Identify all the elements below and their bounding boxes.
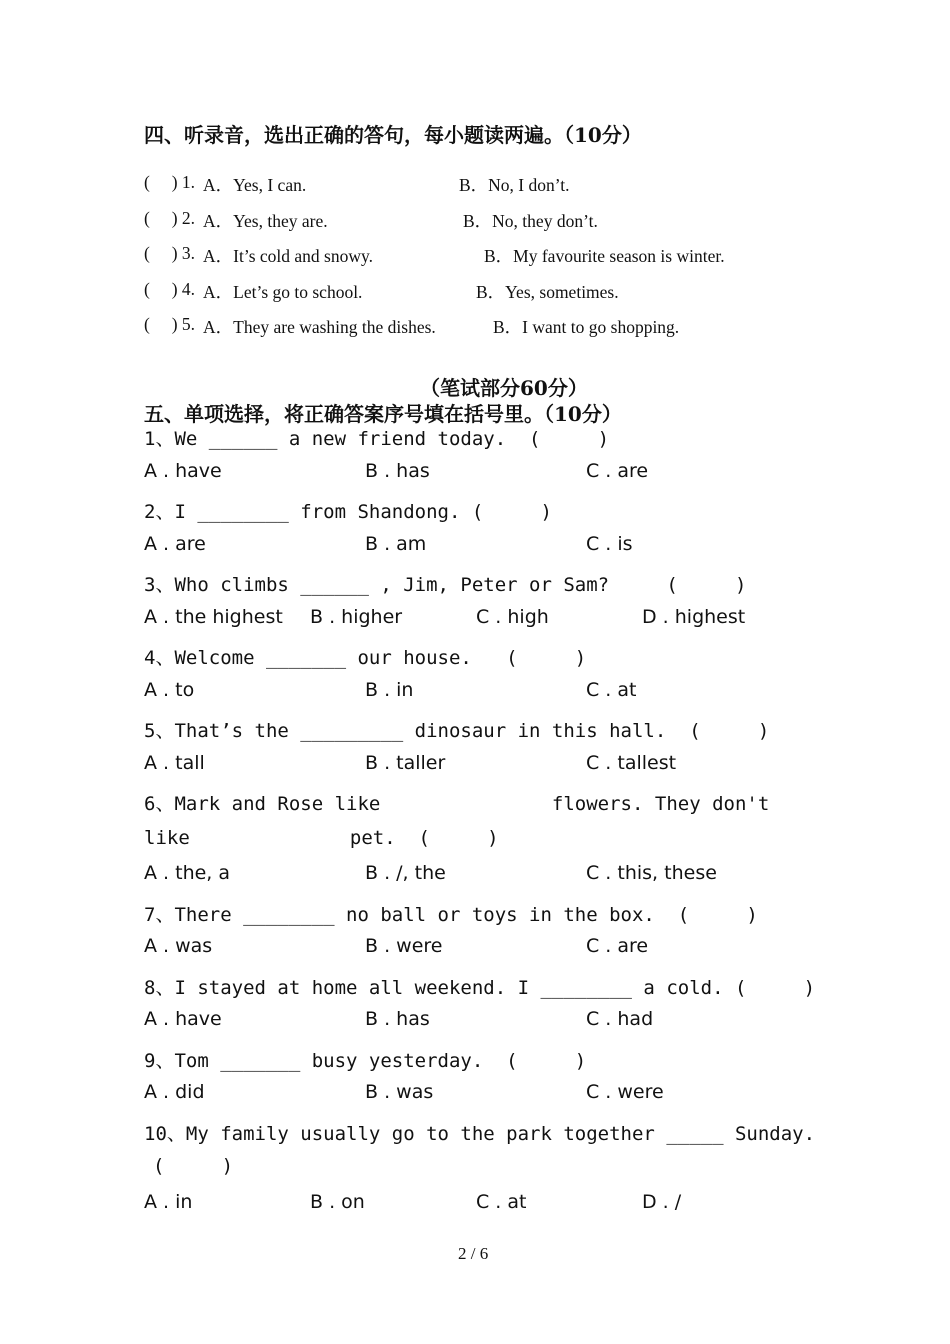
listen-item-1-number: ( ) 1. [144, 172, 196, 192]
question-9-option-c: C . were [586, 1081, 664, 1103]
question-5-stem: 5、That’s the _________ dinosaur in this hall. ( ) [144, 720, 770, 742]
question-5-option-c: C . tallest [586, 752, 677, 774]
question-8-option-b: B . has [365, 1008, 430, 1030]
question-3-option-d: D . highest [642, 606, 746, 628]
question-5-option-b: B . taller [365, 752, 446, 774]
listen-item-4-number: ( ) 4. [144, 279, 196, 299]
listen-item-5-option-b: B．I want to go shopping. [493, 317, 680, 337]
question-10-option-d: D . / [642, 1191, 682, 1213]
listen-item-2-number: ( ) 2. [144, 208, 196, 228]
section-4-title: 四、听录音，选出正确的答句，每小题读两遍。（10分） [144, 123, 642, 147]
question-9-option-b: B . was [365, 1081, 434, 1103]
question-4-option-c: C . at [586, 679, 637, 701]
question-7-option-b: B . were [365, 935, 443, 957]
question-5-option-a: A . tall [144, 752, 205, 774]
listen-item-2-option-a: A．Yes, they are. [203, 211, 328, 231]
question-10-option-c: C . at [476, 1191, 527, 1213]
question-7-option-c: C . are [586, 935, 649, 957]
listen-item-1-option-a: A．Yes, I can. [203, 175, 307, 195]
question-9-stem: 9、Tom _______ busy yesterday. ( ) [144, 1050, 587, 1072]
question-1-stem: 1、We ______ a new friend today. ( ) [144, 428, 610, 450]
listen-item-3-option-a: A．It’s cold and snowy. [203, 246, 373, 266]
question-7-stem: 7、There ________ no ball or toys in the box. ( ) [144, 904, 758, 926]
question-1-option-b: B . has [365, 460, 430, 482]
question-10-stem-line-2: ( ) [153, 1155, 234, 1177]
question-4-option-a: A . to [144, 679, 195, 701]
question-6-option-a: A . the, a [144, 862, 231, 884]
question-9-option-a: A . did [144, 1081, 205, 1103]
question-3-stem: 3、Who climbs ______ , Jim, Peter or Sam? ( ) [144, 574, 747, 596]
question-8-stem: 8、I stayed at home all weekend. I ________ a cold. ( ) [144, 977, 816, 999]
question-1-option-c: C . are [586, 460, 649, 482]
page-number: 2 / 6 [458, 1244, 489, 1263]
question-6-stem-line-2: like pet. ( ) [144, 827, 499, 849]
question-10-option-b: B . on [310, 1191, 365, 1213]
question-10-option-a: A . in [144, 1191, 193, 1213]
listen-item-5-option-a: A．They are washing the dishes. [203, 317, 436, 337]
question-4-stem: 4、Welcome _______ our house. ( ) [144, 647, 587, 669]
listen-item-1-option-b: B．No, I don’t. [459, 175, 570, 195]
listen-item-3-option-b: B．My favourite season is winter. [484, 246, 725, 266]
written-part-heading: （笔试部分60分） [420, 376, 588, 400]
question-2-stem: 2、I ________ from Shandong. ( ) [144, 501, 552, 523]
question-8-option-a: A . have [144, 1008, 222, 1030]
listen-item-4-option-b: B．Yes, sometimes. [476, 282, 619, 302]
question-3-option-a: A . the highest [144, 606, 283, 628]
question-4-option-b: B . in [365, 679, 414, 701]
question-3-option-b: B . higher [310, 606, 403, 628]
question-2-option-b: B . am [365, 533, 427, 555]
question-2-option-a: A . are [144, 533, 206, 555]
section-5-title: 五、单项选择，将正确答案序号填在括号里。（10分） [144, 402, 622, 426]
question-1-option-a: A . have [144, 460, 222, 482]
listen-item-4-option-a: A．Let’s go to school. [203, 282, 363, 302]
question-6-option-c: C . this, these [586, 862, 717, 884]
question-8-option-c: C . had [586, 1008, 654, 1030]
listen-item-2-option-b: B．No, they don’t. [463, 211, 598, 231]
question-2-option-c: C . is [586, 533, 633, 555]
listen-item-5-number: ( ) 5. [144, 314, 196, 334]
listen-item-3-number: ( ) 3. [144, 243, 196, 263]
question-6-stem-line-1: 6、Mark and Rose like flowers. They don't [144, 793, 770, 815]
question-3-option-c: C . high [476, 606, 549, 628]
question-6-option-b: B . /, the [365, 862, 446, 884]
question-7-option-a: A . was [144, 935, 213, 957]
question-10-stem-line-1: 10、My family usually go to the park together _____ Sunday. [144, 1123, 816, 1145]
